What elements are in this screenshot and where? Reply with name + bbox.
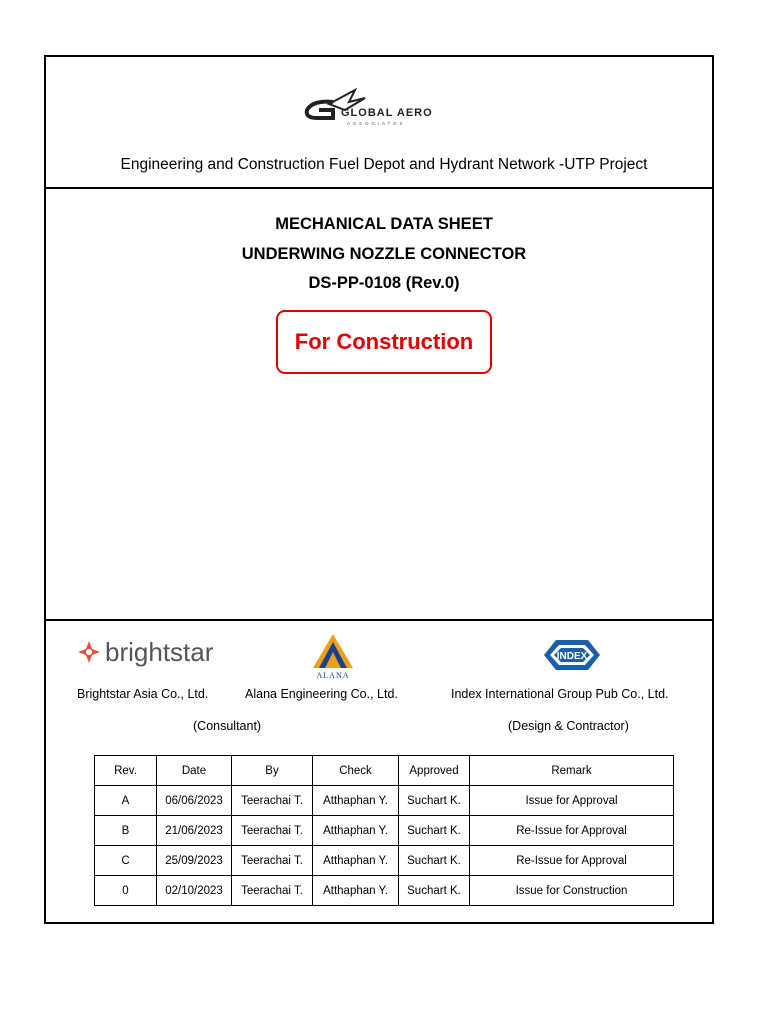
alana-logo-text: ALANA — [316, 671, 350, 680]
header-date: Date — [157, 756, 232, 786]
global-aero-logo — [303, 88, 468, 128]
footer-divider — [44, 619, 714, 621]
revision-header-row — [95, 756, 674, 786]
cell-date: 25/09/2023 — [157, 846, 232, 876]
header-check: Check — [313, 756, 399, 786]
cell-by: Teerachai T. — [232, 816, 313, 846]
doc-title-line2: UNDERWING NOZZLE CONNECTOR — [241, 245, 527, 263]
cell-rev: C — [95, 846, 157, 876]
header-remark: Remark — [470, 756, 674, 786]
header-approved: Approved — [399, 756, 470, 786]
doc-title-line1: MECHANICAL DATA SHEET — [275, 215, 493, 233]
table-row — [95, 816, 674, 846]
company-name-brightstar: Brightstar Asia Co., Ltd. — [77, 687, 209, 701]
logo-name: GLOBAL AERO — [341, 107, 433, 119]
cell-remark: Issue for Construction — [470, 876, 674, 906]
project-title: Engineering and Construction Fuel Depot and Hydrant Network -UTP Project — [120, 156, 648, 173]
cell-date: 21/06/2023 — [157, 816, 232, 846]
cell-remark: Issue for Approval — [470, 786, 674, 816]
cell-check: Atthaphan Y. — [313, 876, 399, 906]
cell-approved: Suchart K. — [399, 846, 470, 876]
cell-date: 02/10/2023 — [157, 876, 232, 906]
cell-rev: A — [95, 786, 157, 816]
header-divider — [44, 187, 714, 189]
cell-rev: 0 — [95, 876, 157, 906]
cell-by: Teerachai T. — [232, 786, 313, 816]
index-logo-text: INDEX — [556, 651, 588, 662]
table-row — [95, 786, 674, 816]
cell-approved: Suchart K. — [399, 876, 470, 906]
cell-by: Teerachai T. — [232, 846, 313, 876]
cell-check: Atthaphan Y. — [313, 786, 399, 816]
revision-table — [94, 755, 674, 906]
company-name-index: Index International Group Pub Co., Ltd. — [451, 687, 669, 701]
role-consultant: (Consultant) — [193, 719, 262, 733]
logo-sub: ASSOCIATES — [347, 121, 406, 126]
header-rev: Rev. — [95, 756, 157, 786]
construction-stamp: For Construction — [276, 310, 492, 374]
cell-rev: B — [95, 816, 157, 846]
role-design-contractor: (Design & Contractor) — [508, 719, 629, 733]
index-logo — [540, 636, 604, 674]
cell-remark: Re-Issue for Approval — [470, 846, 674, 876]
cell-by: Teerachai T. — [232, 876, 313, 906]
table-row — [95, 876, 674, 906]
brightstar-logo-text: brightstar — [105, 637, 214, 667]
cell-approved: Suchart K. — [399, 786, 470, 816]
company-name-alana: Alana Engineering Co., Ltd. — [245, 687, 398, 701]
table-row — [95, 846, 674, 876]
cell-remark: Re-Issue for Approval — [470, 816, 674, 846]
header-by: By — [232, 756, 313, 786]
cell-date: 06/06/2023 — [157, 786, 232, 816]
cell-check: Atthaphan Y. — [313, 816, 399, 846]
brightstar-logo — [77, 634, 217, 670]
cell-check: Atthaphan Y. — [313, 846, 399, 876]
doc-number: DS-PP-0108 (Rev.0) — [308, 274, 460, 292]
cell-approved: Suchart K. — [399, 816, 470, 846]
alana-logo — [305, 632, 361, 680]
